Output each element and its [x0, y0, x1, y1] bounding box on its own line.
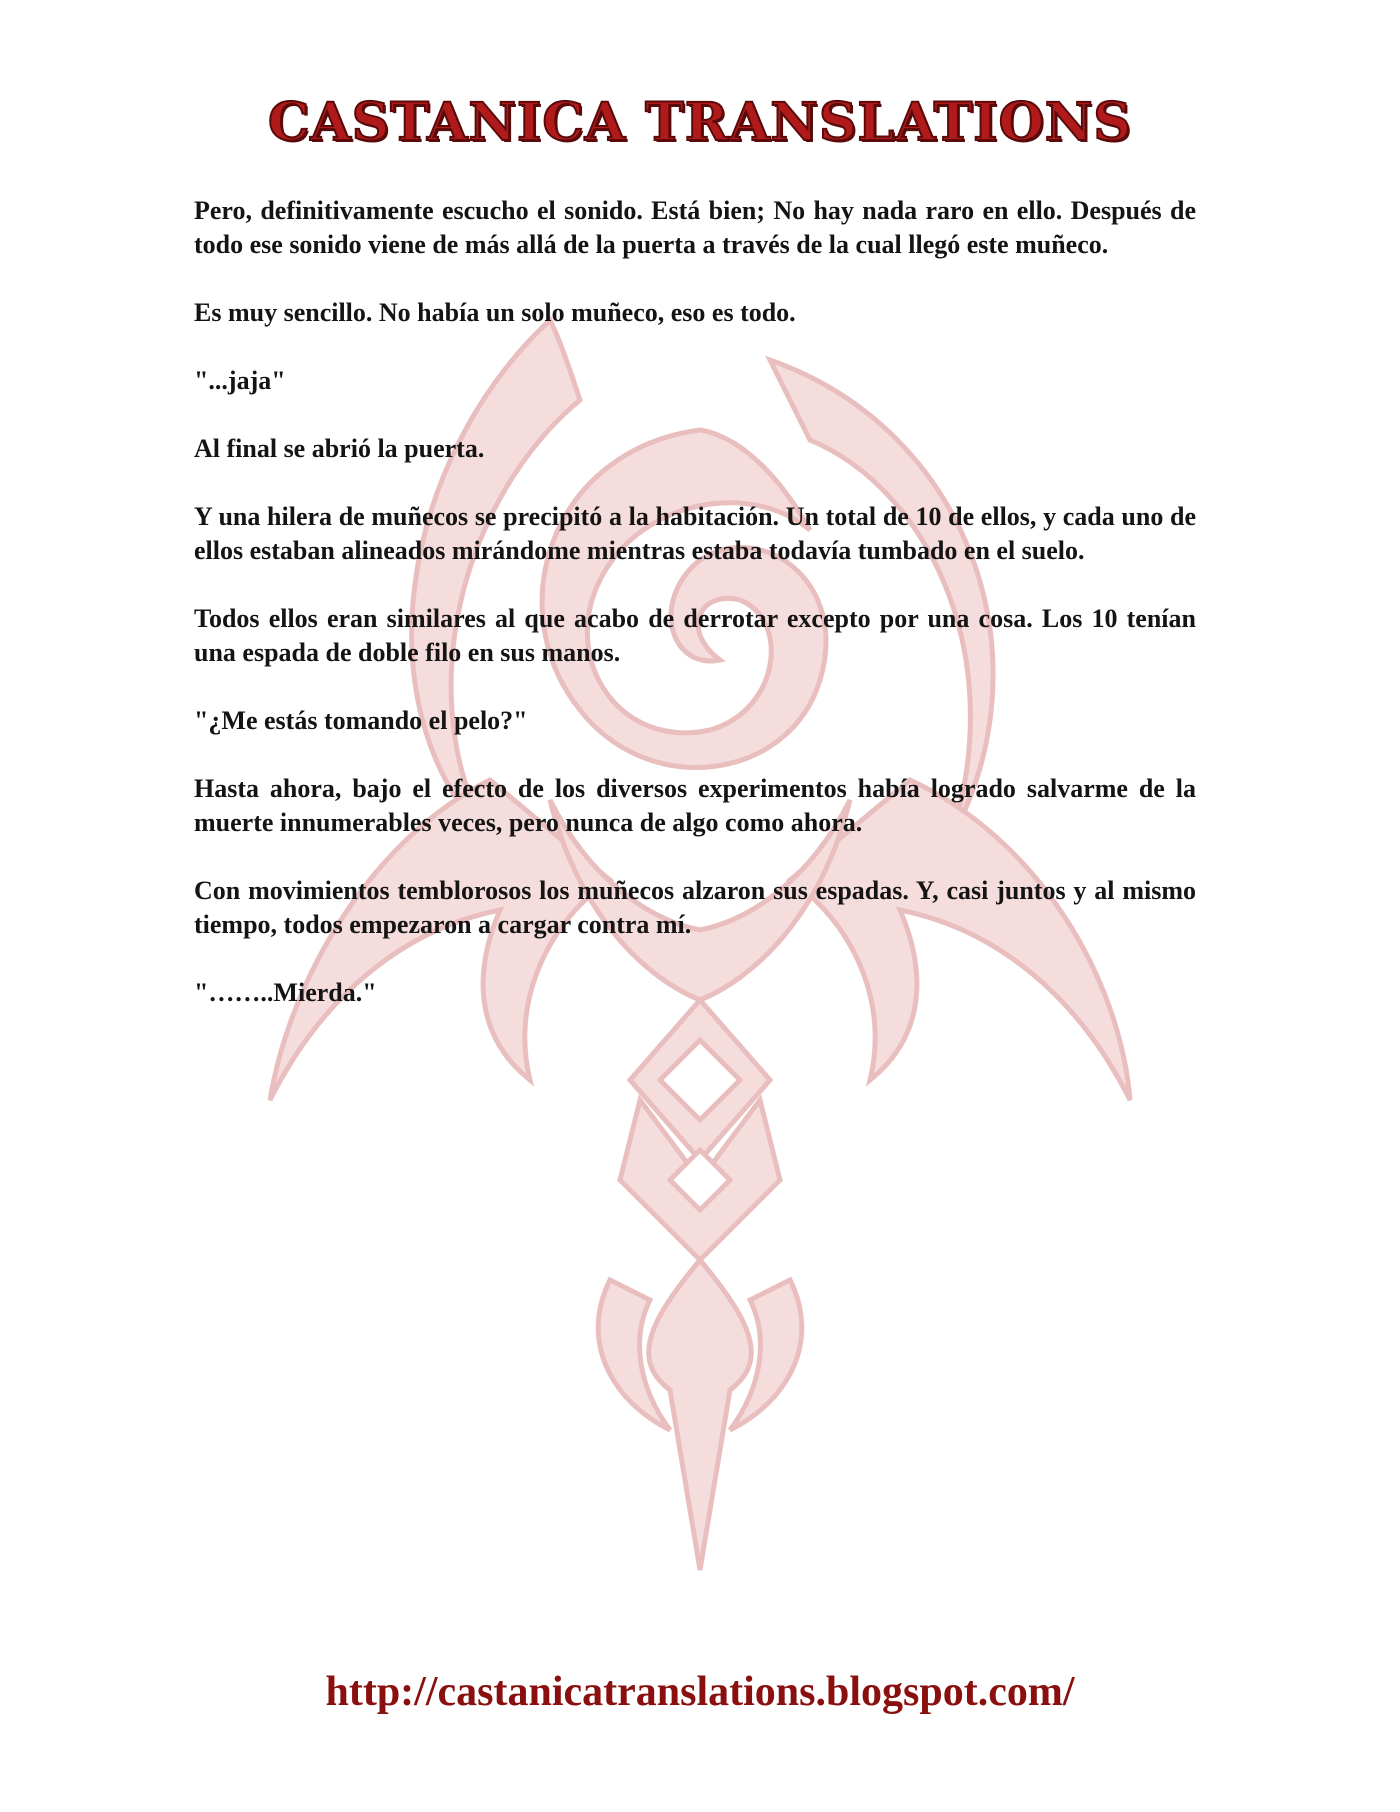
- paragraph: Todos ellos eran similares al que acabo de derrotar excepto por una cosa. Los 10 tenían una espada de doble filo en sus manos.: [194, 604, 1196, 667]
- body-text: [194, 194, 1196, 1044]
- page-title: CASTANICA TRANSLATIONS: [268, 92, 1132, 153]
- paragraph: Hasta ahora, bajo el efecto de los diversos experimentos había logrado salvarme de la muerte innumerables veces, pero nunca de algo como ahora.: [194, 774, 1196, 837]
- paragraph: Con movimientos temblorosos los muñecos alzaron sus espadas. Y, casi juntos y al mismo tiempo, todos empezaron a cargar contra mí.: [194, 876, 1196, 939]
- paragraph: Pero, definitivamente escucho el sonido. Está bien; No hay nada raro en ello. Después de todo ese sonido viene de más allá de la puerta a través de la cual llegó este muñeco.: [194, 196, 1196, 259]
- paragraph: "...jaja": [194, 366, 286, 395]
- paragraph: "¿Me estás tomando el pelo?": [194, 706, 528, 735]
- paragraph: Es muy sencillo. No había un solo muñeco, eso es todo.: [194, 298, 796, 327]
- paragraph: Al final se abrió la puerta.: [194, 434, 485, 463]
- paragraph: "……..Mierda.": [194, 978, 377, 1007]
- paragraph: Y una hilera de muñecos se precipitó a la habitación. Un total de 10 de ellos, y cada uno de ellos estaban alineados mirándome mientras estaba todavía tumbado en el suelo.: [194, 502, 1196, 565]
- footer-url-link[interactable]: http://castanicatranslations.blogspot.com/: [325, 1669, 1075, 1715]
